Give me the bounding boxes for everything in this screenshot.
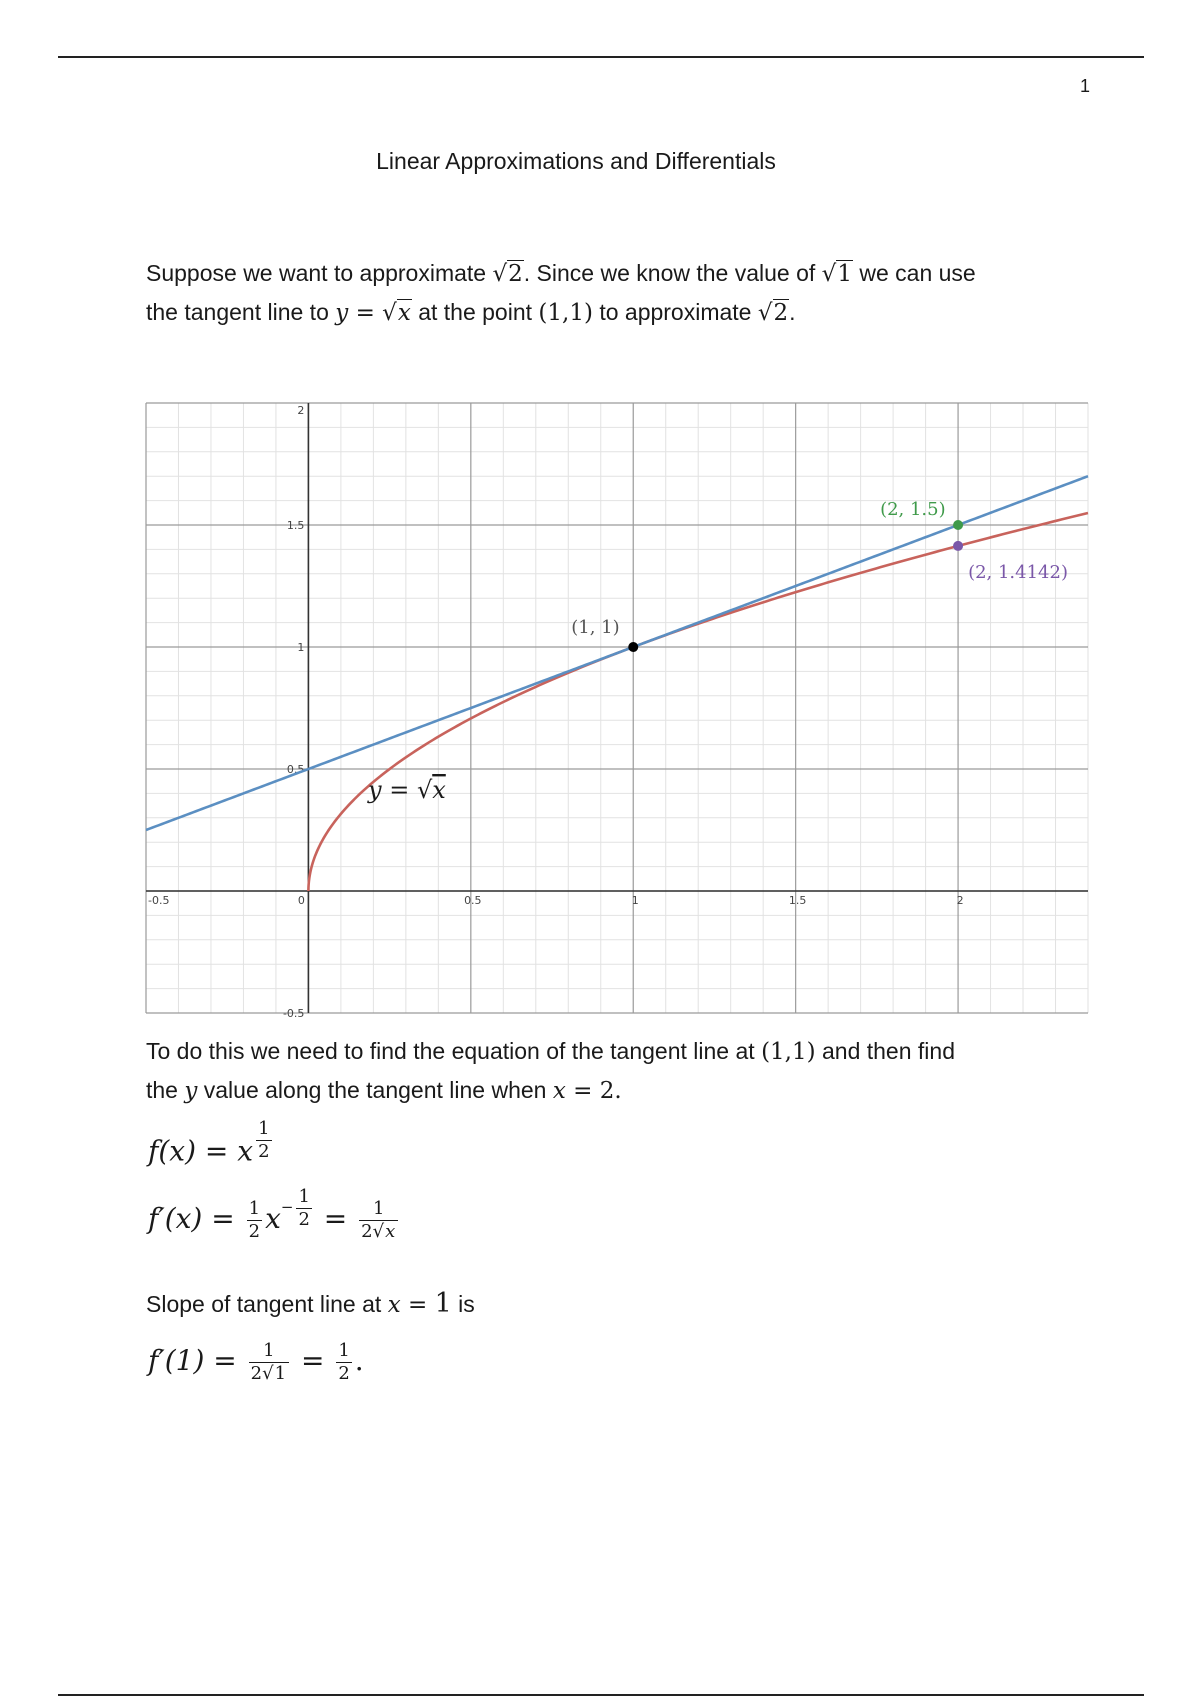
y-tick-label: 0.5 [286,763,305,776]
bottom-rule [58,1694,1144,1696]
slope-text: Slope of tangent line at x = 1 is [146,1288,475,1319]
y-tick-label: 2 [297,404,305,417]
equation-f-prime: f′(x) = $\frac{1}{2}$ $x^{- \frac{1}{2}}$ = $\frac{1}{2√x}$ [148,1198,401,1247]
x-tick-label: 1 [631,894,639,907]
equation-f: f(x) = x $^{\frac{1}{2}}$ [148,1118,270,1168]
graph [146,403,1088,1020]
page-title: Linear Approximations and Differentials [376,148,776,174]
tangent-line-graph [146,403,1088,1020]
explanation-paragraph: To do this we need to find the equation of the tangent line at (1,1) and then find the y value along the tangent line when x = 2. [146,1038,955,1104]
x-tick-label: 2 [956,894,964,907]
x-tick-label: 1.5 [788,894,807,907]
data-point [953,541,963,551]
x-tick-label: 0 [297,894,305,907]
y-tick-label: 1 [297,641,305,654]
page-number: 1 [1079,76,1090,96]
curve-annotation: y = √x [368,776,446,804]
equation-slope-value: f′(1) = $\frac{1}{2√1}$ = $\frac{1}{2}$ . [148,1340,364,1384]
point-label: (1, 1) [571,617,620,638]
intro-paragraph: Suppose we want to approximate √2. Since we know the value of √1 we can use the tangent line to y = √x at the point (1,1) to approximate √2. [146,260,976,326]
data-point [628,642,638,652]
x-tick-label: -0.5 [148,894,170,907]
point-label: (2, 1.4142) [968,561,1069,583]
y-tick-label: -0.5 [282,1007,305,1020]
x-tick-label: 0.5 [464,894,482,907]
top-rule [58,56,1144,58]
point-label: (2, 1.5) [880,499,946,520]
data-point [953,520,963,530]
y-tick-label: 1.5 [286,519,305,532]
